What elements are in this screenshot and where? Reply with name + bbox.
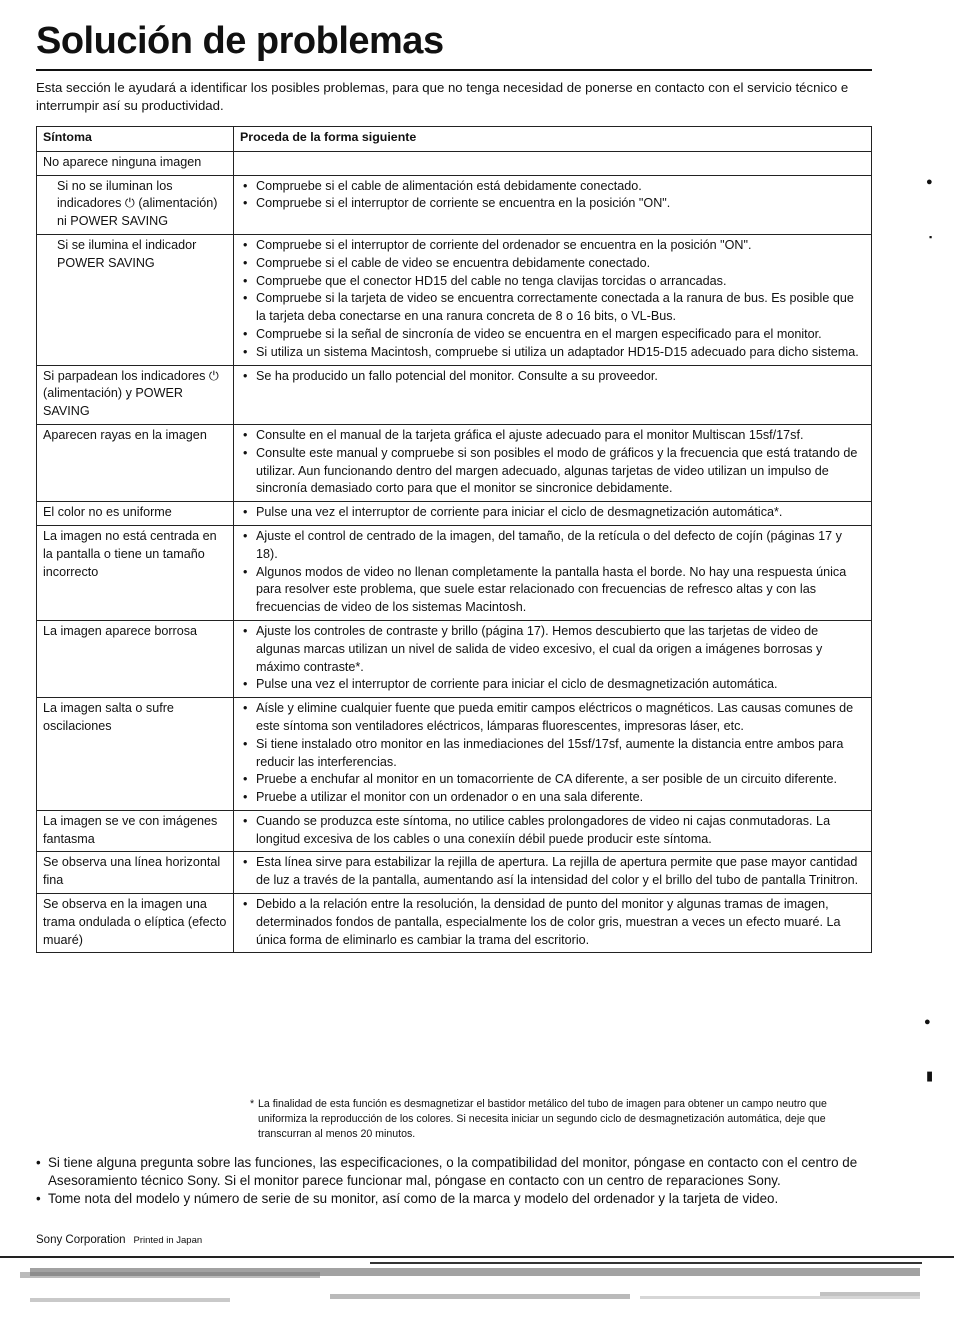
table-row bbox=[37, 502, 872, 526]
symptom-text: Se observa en la imagen una trama ondulada o elíptica (efecto muaré) bbox=[43, 897, 227, 947]
action-cell bbox=[234, 234, 872, 365]
action-list bbox=[240, 368, 865, 386]
action-item: • Pruebe a utilizar el monitor con un ordenador o en una sala diferente. bbox=[240, 789, 865, 807]
footnote-text: La finalidad de esta función es desmagnetizar el bastidor metálico del tubo de imagen para obtener un campo neutro que uniformiza la reproducción de los colores. Si necesita iniciar un segundo ciclo de desmagnetización automática, deje que transcurran al menos 20 minutos. bbox=[258, 1098, 827, 1140]
action-item: • Si tiene instalado otro monitor en las inmediaciones del 15sf/17sf, aumente la distancia entre ambos para reducir las interferencias. bbox=[240, 736, 865, 772]
action-item: • Cuando se produzca este síntoma, no utilice cables prolongadores de video ni cajas conmutadoras. La longitud excesiva de los cables o una conexiín débil puede producir este síntoma. bbox=[240, 813, 865, 849]
symptom-cell bbox=[37, 502, 234, 526]
action-cell bbox=[234, 810, 872, 852]
symptom-text: La imagen se ve con imágenes fantasma bbox=[43, 813, 218, 846]
action-item: • Compruebe si el interruptor de corriente del ordenador se encuentra en la posición "ON". bbox=[240, 237, 865, 255]
margin-mark: ▮ bbox=[926, 1068, 934, 1083]
action-cell bbox=[234, 620, 872, 697]
action-list bbox=[240, 896, 865, 949]
action-list bbox=[240, 178, 865, 214]
table-row bbox=[37, 620, 872, 697]
contact-notes bbox=[36, 1154, 866, 1208]
intro-paragraph: Esta sección le ayudará a identificar los posibles problemas, para que no tenga necesidad de ponerse en contacto con el servicio técnico e interrumpir así su productividad. bbox=[36, 80, 849, 113]
troubleshooting-table bbox=[36, 126, 872, 953]
symptom-text: Aparecen rayas en la imagen bbox=[43, 427, 207, 442]
action-item: • Compruebe si la tarjeta de video se encuentra correctamente conectada a la ranura de bus. Es posible que la tarjeta deba conectarse en una ranura concreta de 8 o 16 bits, o VL-Bus. bbox=[240, 290, 865, 326]
table-row bbox=[37, 151, 872, 175]
table-row bbox=[37, 894, 872, 953]
action-cell bbox=[234, 698, 872, 811]
action-item: • Consulte este manual y compruebe si son posibles el modo de gráficos y la frecuencia que está tratando de utilizar. Aun funcionando dentro del margen adecuado, algunas tarjetas de video utilizan un impulso de sincronía demasiado corto para que el monitor se sincronice debidamente. bbox=[240, 445, 865, 498]
action-item: • Debido a la relación entre la resolución, la densidad de punto del monitor y algunas tramas de imagen, determinados fondos de pantalla, especialmente los de color gris, muestran a veces un efecto muaré. La única forma de eliminarlo es cambiar la trama del escritorio. bbox=[240, 896, 865, 949]
action-list bbox=[240, 237, 865, 362]
footnote bbox=[250, 1097, 870, 1142]
note-item: • Tome nota del modelo y número de serie de su monitor, así como de la marca y modelo del ordenador y la tarjeta de video. bbox=[36, 1190, 866, 1208]
footnote-mark: * bbox=[250, 1098, 255, 1110]
action-item: • Compruebe que el conector HD15 del cable no tenga clavijas torcidas o arrancadas. bbox=[240, 273, 865, 291]
action-item: • Compruebe si el cable de video se encuentra debidamente conectado. bbox=[240, 255, 865, 273]
action-item: • Esta línea sirve para estabilizar la rejilla de apertura. La rejilla de apertura permite que pase mayor cantidad de luz a través de la pantalla, aumentando así la intensidad del color y el brillo del tubo de pantalla Trinitron. bbox=[240, 854, 865, 890]
margin-mark: ▪ bbox=[929, 232, 933, 242]
company-name: Sony Corporation bbox=[36, 1234, 126, 1246]
action-item: • Ajuste los controles de contraste y brillo (página 17). Hemos descubierto que las tarjetas de video de algunas marcas utilizan un nivel de salida de video excesivo, el cual da origen a imágenes borrosas y máximo contraste*. bbox=[240, 623, 865, 676]
table-row bbox=[37, 525, 872, 620]
action-list bbox=[240, 504, 865, 522]
printed-in: Printed in Japan bbox=[133, 1235, 203, 1246]
symptom-text: La imagen aparece borrosa bbox=[43, 623, 198, 638]
symptom-cell bbox=[37, 525, 234, 620]
action-cell bbox=[234, 502, 872, 526]
symptom-cell bbox=[37, 894, 234, 953]
symptom-text: No aparece ninguna imagen bbox=[43, 154, 202, 169]
action-list bbox=[240, 427, 865, 498]
action-item: • Pulse una vez el interruptor de corriente para iniciar el ciclo de desmagnetización automática. bbox=[240, 676, 865, 694]
action-column-header: Proceda de la forma siguiente bbox=[234, 127, 872, 152]
symptom-cell bbox=[37, 234, 234, 365]
action-item: • Pulse una vez el interruptor de corriente para iniciar el ciclo de desmagnetización automática*. bbox=[240, 504, 865, 522]
symptom-text: El color no es uniforme bbox=[43, 505, 172, 520]
action-cell bbox=[234, 175, 872, 234]
action-cell bbox=[234, 894, 872, 953]
table-row bbox=[37, 175, 872, 234]
symptom-cell bbox=[37, 852, 234, 894]
scan-noise-strip bbox=[0, 1256, 954, 1344]
symptom-text: Si se ilumina el indicador POWER SAVING bbox=[57, 237, 197, 270]
title-rule bbox=[36, 69, 872, 71]
action-cell bbox=[234, 365, 872, 424]
table-row bbox=[37, 810, 872, 852]
action-item: • Aísle y elimine cualquier fuente que pueda emitir campos eléctricos o magnéticos. Las causas comunes de este síntoma son ventiladores eléctricos, lámparas fluorescentes, impresoras láser, etc. bbox=[240, 700, 865, 736]
symptom-text: Si parpadean los indicadores ⏻ (alimentación) y POWER SAVING bbox=[43, 368, 219, 419]
table-row bbox=[37, 234, 872, 365]
action-list bbox=[240, 700, 865, 807]
symptom-cell bbox=[37, 151, 234, 175]
action-item: • Si utiliza un sistema Macintosh, compruebe si utiliza un adaptador HD15-D15 adecuado para dicho sistema. bbox=[240, 344, 865, 362]
action-cell bbox=[234, 852, 872, 894]
symptom-text: La imagen no está centrada en la pantalla o tiene un tamaño incorrecto bbox=[43, 528, 217, 579]
table-row bbox=[37, 365, 872, 424]
symptom-text: La imagen salta o sufre oscilaciones bbox=[43, 701, 174, 733]
table-row bbox=[37, 852, 872, 894]
page-title: Solución de problemas bbox=[36, 20, 444, 62]
action-cell bbox=[234, 424, 872, 501]
action-item: • Se ha producido un fallo potencial del monitor. Consulte a su proveedor. bbox=[240, 368, 865, 386]
table-header-row bbox=[37, 127, 872, 152]
action-cell bbox=[234, 151, 872, 175]
table-row bbox=[37, 424, 872, 501]
symptom-cell bbox=[37, 698, 234, 811]
symptom-column-header: Síntoma bbox=[37, 127, 234, 152]
action-item: • Consulte en el manual de la tarjeta gráfica el ajuste adecuado para el monitor Multiscan 15sf/17sf. bbox=[240, 427, 865, 445]
symptom-text: Se observa una línea horizontal fina bbox=[43, 855, 221, 888]
action-item: • Pruebe a enchufar al monitor en un tomacorriente de CA diferente, a ser posible de un circuito diferente. bbox=[240, 771, 865, 789]
symptom-cell bbox=[37, 365, 234, 424]
company-imprint bbox=[36, 1234, 202, 1246]
symptom-cell bbox=[37, 620, 234, 697]
symptom-cell bbox=[37, 175, 234, 234]
symptom-text: Si no se iluminan los indicadores ⏻ (alimentación) ni POWER SAVING bbox=[57, 178, 218, 229]
action-item: • Compruebe si el interruptor de corriente se encuentra en la posición "ON". bbox=[240, 195, 865, 213]
action-item: • Compruebe si la señal de sincronía de video se encuentra en el margen especificado para el monitor. bbox=[240, 326, 865, 344]
table-row bbox=[37, 698, 872, 811]
symptom-cell bbox=[37, 810, 234, 852]
action-list bbox=[240, 854, 865, 890]
action-list bbox=[240, 528, 865, 617]
margin-mark: ● bbox=[926, 176, 933, 188]
note-item: • Si tiene alguna pregunta sobre las funciones, las especificaciones, o la compatibilidad del monitor, póngase en contacto con el centro de Asesoramiento técnico Sony. Si el monitor parece funcionar mal, póngase en contacto con un centro de reparaciones Sony. bbox=[36, 1154, 866, 1190]
symptom-cell bbox=[37, 424, 234, 501]
action-item: • Compruebe si el cable de alimentación está debidamente conectado. bbox=[240, 178, 865, 196]
action-list bbox=[240, 813, 865, 849]
action-list bbox=[240, 623, 865, 694]
action-item: • Algunos modos de video no llenan completamente la pantalla hasta el borde. No hay una respuesta única para resolver este problema, que suele estar relacionado con frecuencias de refresco altas y con las frecuencias de video de los sistemas Macintosh. bbox=[240, 564, 865, 617]
action-item: • Ajuste el control de centrado de la imagen, del tamaño, de la retícula o del defecto de cojín (páginas 17 y 18). bbox=[240, 528, 865, 564]
margin-mark: ● bbox=[924, 1016, 931, 1028]
action-cell bbox=[234, 525, 872, 620]
